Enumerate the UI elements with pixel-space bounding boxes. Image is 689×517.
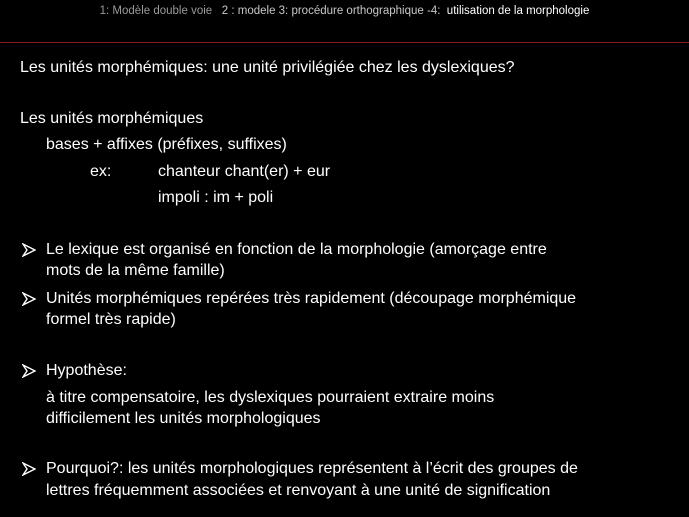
header-part-3: utilisation de la morphologie <box>446 5 590 17</box>
example-2: impoli : im + poli <box>158 189 274 206</box>
header-part-2: 2 : modele 3: procédure orthographique -4: <box>221 5 441 17</box>
bullet-2-line-2: formel très rapide) <box>46 311 176 328</box>
bullet-1-line-1: Le lexique est organisé en fonction de la morphologie (amorçage entre <box>46 241 547 258</box>
header-divider <box>0 42 689 43</box>
hypothesis-line-1: à titre compensatoire, les dyslexiques pourraient extraire moins <box>46 389 495 406</box>
bullet-4-line-1: Pourquoi?: les unités morphologiques représentent à l’écrit des groupes de <box>46 460 578 477</box>
hypothesis-line-2: difficilement les unités morphologiques <box>46 410 321 427</box>
bullet-1-line-2: mots de la même famille) <box>46 262 225 279</box>
header-part-1: 1: Modèle double voie <box>99 5 213 17</box>
slide-title: Les unités morphémiques: une unité privilégiée chez les dyslexiques? <box>20 59 515 76</box>
example-1: chanteur chant(er) + eur <box>158 163 331 180</box>
bullet-2-line-1: Unités morphémiques repérées très rapidement (découpage morphémique <box>46 290 577 307</box>
hypothesis-heading: Hypothèse: <box>46 362 127 379</box>
example-label: ex: <box>90 163 112 180</box>
section-heading: Les unités morphémiques <box>20 110 204 127</box>
bullet-4-line-2: lettres fréquemment associées et renvoyant à une unité de signification <box>46 482 551 499</box>
arrow-bullet-icon <box>22 364 36 378</box>
arrow-bullet-icon <box>22 243 36 257</box>
slide-header <box>0 5 689 17</box>
bases-line: bases + affixes (préfixes, suffixes) <box>46 136 287 153</box>
arrow-bullet-icon <box>22 462 36 476</box>
arrow-bullet-icon <box>22 292 36 306</box>
